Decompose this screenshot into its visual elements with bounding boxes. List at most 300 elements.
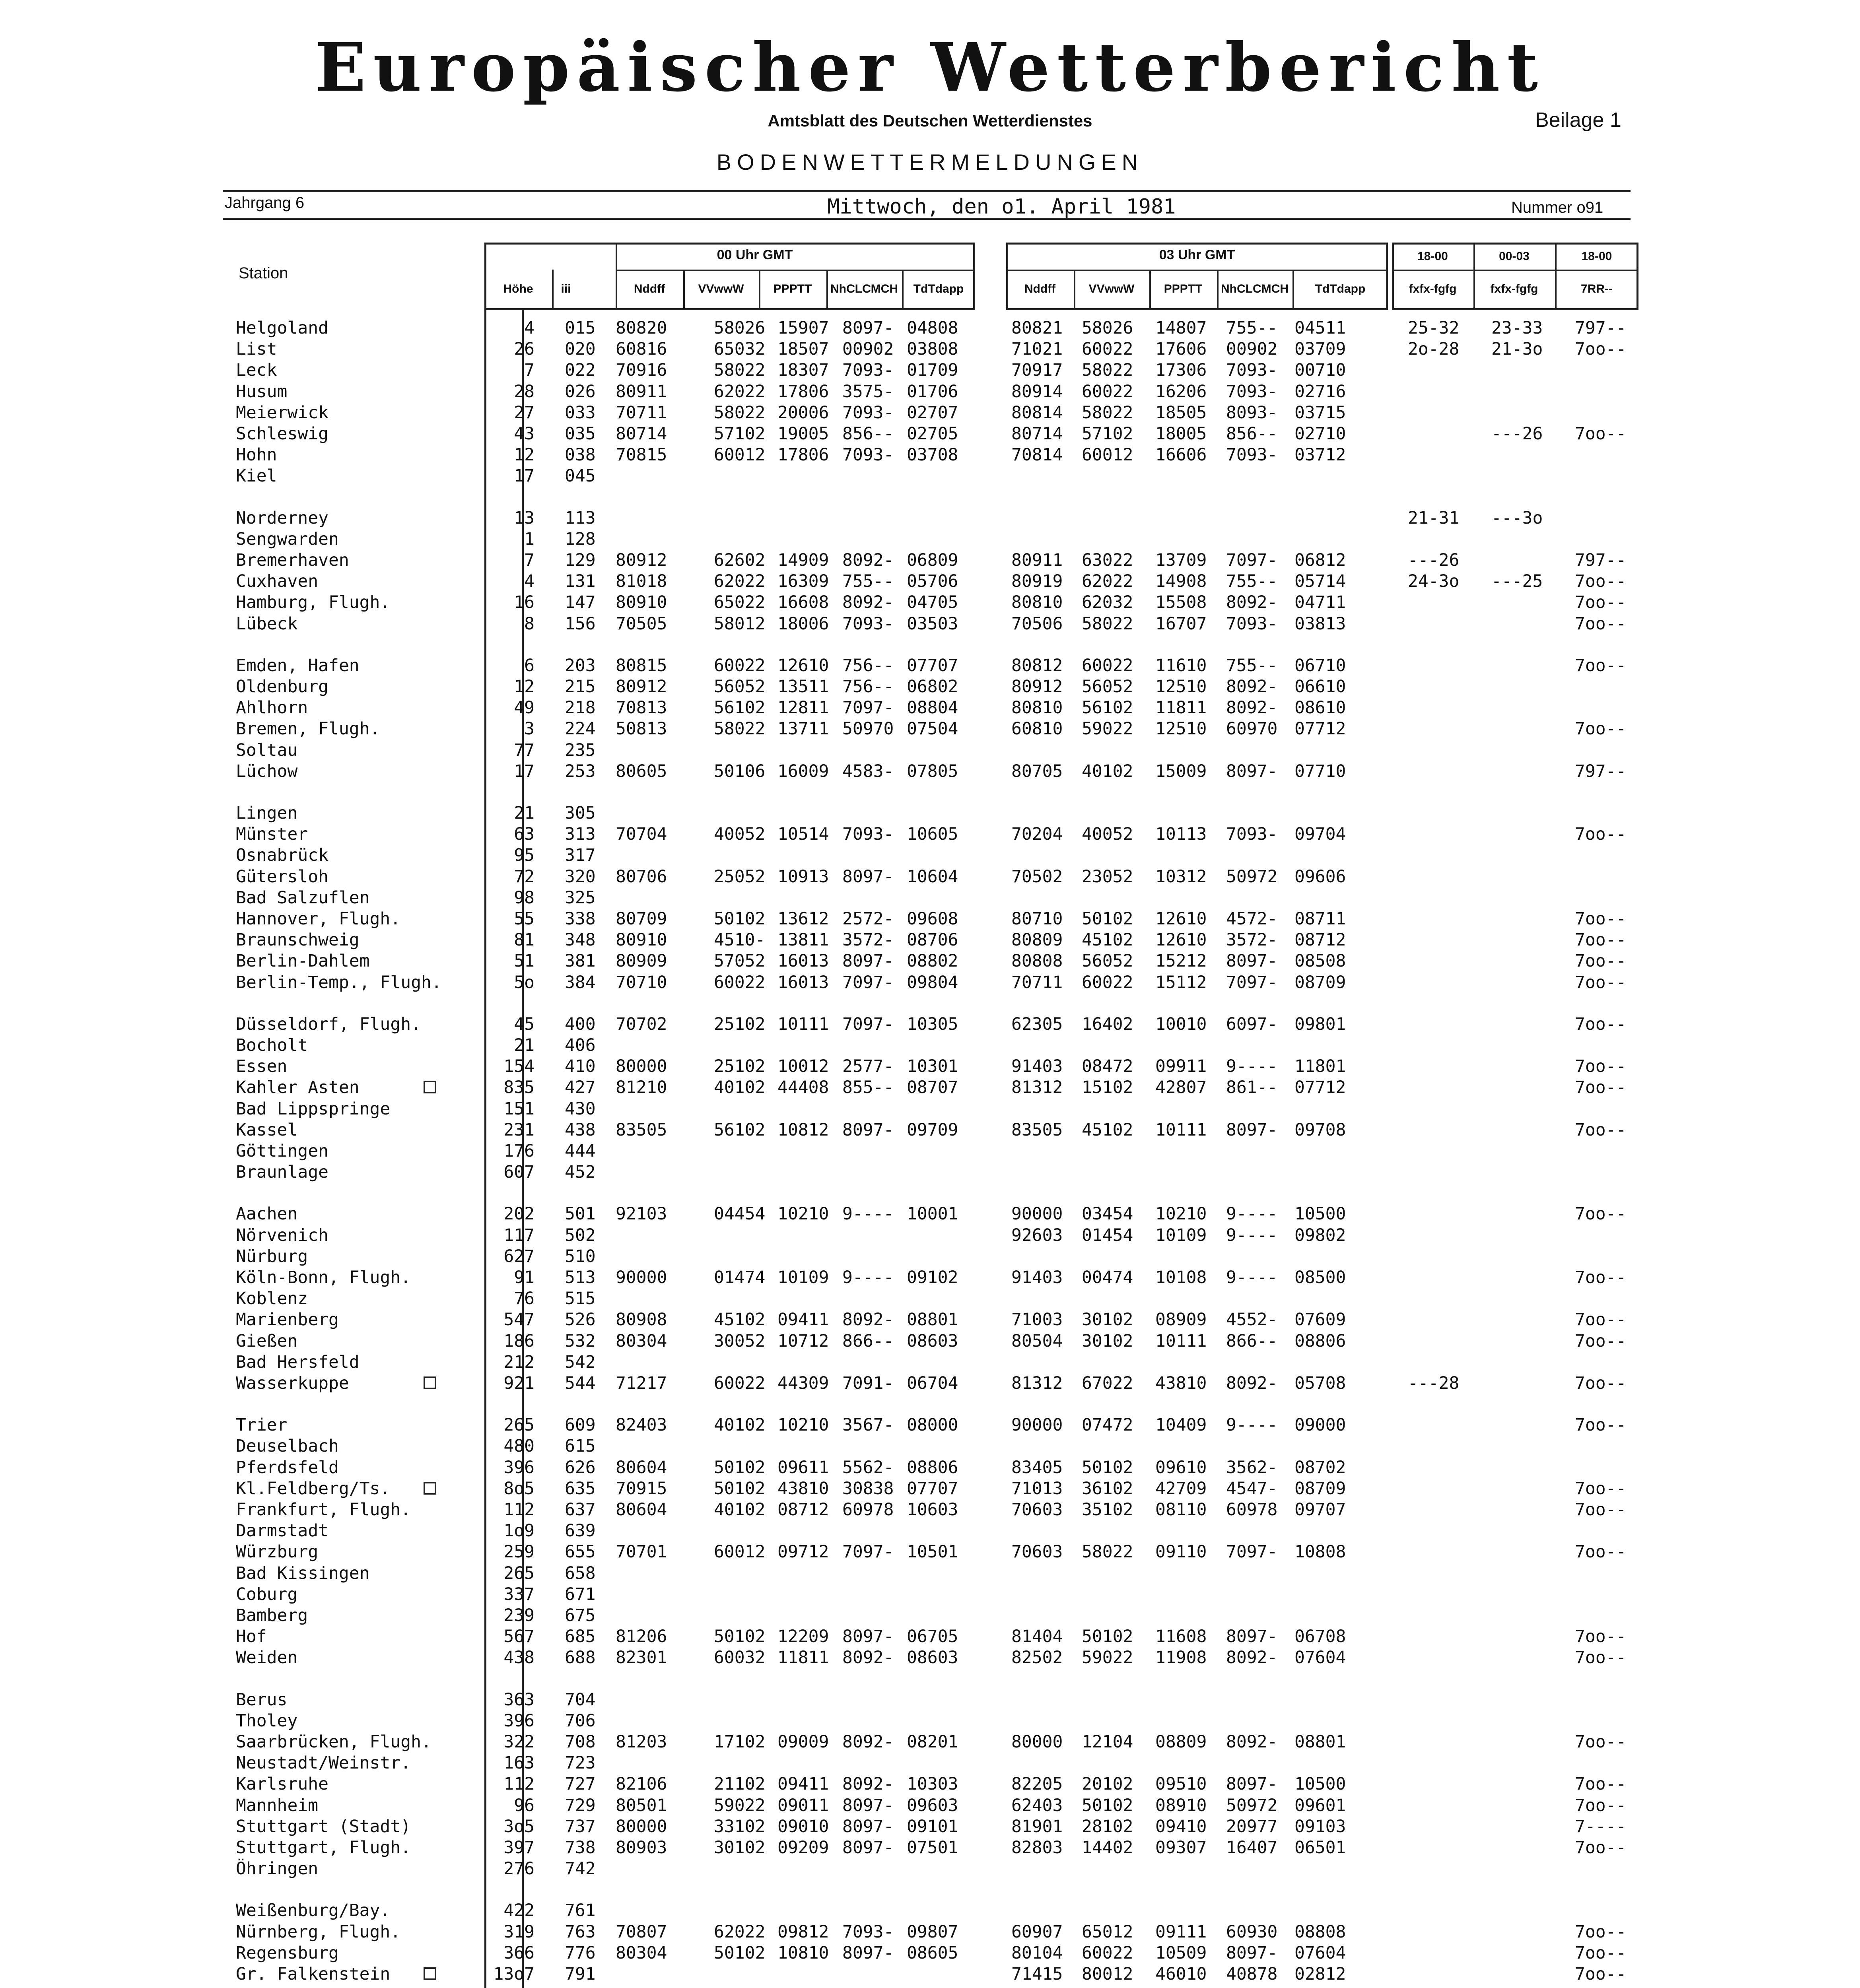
obs-03-group: 09704: [1294, 824, 1346, 844]
obs-00-group: 80903: [616, 1838, 667, 1858]
station-height: 547: [503, 1310, 534, 1330]
station-index: 156: [565, 614, 596, 634]
obs-03-group: 70603: [1011, 1500, 1063, 1520]
obs-00-group: 80304: [616, 1331, 667, 1351]
obs-00-group: 60022: [714, 973, 766, 992]
obs-03-group: 70502: [1011, 867, 1063, 887]
station-name: Bad Salzuflen: [236, 888, 370, 908]
obs-03-group: 71013: [1011, 1479, 1063, 1499]
station-name: Lüchow: [236, 761, 298, 781]
obs-00-group: 9----: [842, 1268, 894, 1287]
obs-03-group: 36102: [1082, 1479, 1133, 1499]
station-index: 671: [565, 1584, 596, 1604]
obs-00-group: 60022: [714, 1373, 766, 1393]
station-index: 706: [565, 1711, 596, 1731]
station-height: 322: [503, 1732, 534, 1752]
extra-value: 7oo--: [1575, 1648, 1627, 1668]
station-height: 366: [503, 1943, 534, 1963]
obs-03-group: 56052: [1082, 951, 1133, 971]
obs-03-group: 15102: [1082, 1077, 1133, 1097]
obs-00-group: 8092-: [842, 1732, 894, 1752]
extra-value: 7oo--: [1575, 909, 1627, 929]
station-name: Regensburg: [236, 1943, 339, 1963]
obs-00-group: 08802: [907, 951, 958, 971]
station-height: 186: [503, 1331, 534, 1351]
extra-value: 25-32: [1408, 318, 1460, 338]
obs-00-group: 10603: [907, 1500, 958, 1520]
station-name: Düsseldorf, Flugh.: [236, 1014, 421, 1034]
obs-00-group: 80706: [616, 867, 667, 887]
obs-00-group: 80815: [616, 656, 667, 676]
obs-00-group: 80304: [616, 1943, 667, 1963]
obs-03-group: 70814: [1011, 445, 1063, 465]
obs-03-group: 83505: [1011, 1120, 1063, 1140]
extra-value: 7oo--: [1575, 1500, 1627, 1520]
obs-03-group: 06710: [1294, 656, 1346, 676]
obs-03-group: 70204: [1011, 824, 1063, 844]
obs-03-group: 08702: [1294, 1458, 1346, 1477]
obs-00-group: 70807: [616, 1922, 667, 1942]
station-index: 128: [565, 529, 596, 549]
station-name: Essen: [236, 1056, 288, 1076]
obs-00-group: 10501: [907, 1542, 958, 1562]
extra-value: 7oo--: [1575, 1479, 1627, 1499]
obs-03-group: 8092-: [1226, 1648, 1278, 1668]
obs-00-group: 03808: [907, 339, 958, 359]
obs-00-group: 65022: [714, 592, 766, 612]
station-index: 338: [565, 909, 596, 929]
obs-03-group: 60930: [1226, 1922, 1278, 1942]
obs-03-group: 11908: [1155, 1648, 1207, 1668]
extra-value: ---26: [1408, 550, 1460, 570]
obs-03-group: 06708: [1294, 1627, 1346, 1646]
extra-value: 7oo--: [1575, 1922, 1627, 1942]
station-name: Emden, Hafen: [236, 656, 360, 676]
station-index: 791: [565, 1964, 596, 1984]
obs-03-group: 17606: [1155, 339, 1207, 359]
obs-03-group: 8092-: [1226, 1732, 1278, 1752]
obs-00-group: 58022: [714, 360, 766, 380]
obs-00-group: 13511: [777, 677, 829, 697]
extra-value: 21-31: [1408, 508, 1460, 528]
station-name: Meierwick: [236, 403, 328, 423]
clouds-header-00: NhCLCMCH: [830, 282, 898, 295]
obs-00-group: 62022: [714, 1922, 766, 1942]
obs-00-group: 5562-: [842, 1458, 894, 1477]
obs-00-group: 82403: [616, 1415, 667, 1435]
obs-00-group: 8097-: [842, 318, 894, 338]
station-index: 502: [565, 1225, 596, 1245]
obs-03-group: 07472: [1082, 1415, 1133, 1435]
station-name: Osnabrück: [236, 845, 328, 865]
open-square-icon: [424, 1967, 436, 1980]
obs-03-group: 09110: [1155, 1542, 1207, 1562]
obs-00-group: 09712: [777, 1542, 829, 1562]
station-name: Ahlhorn: [236, 698, 308, 718]
obs-03-group: 91403: [1011, 1056, 1063, 1076]
obs-00-group: 08712: [777, 1500, 829, 1520]
obs-00-group: 07501: [907, 1838, 958, 1858]
station-height: 8o5: [503, 1479, 534, 1499]
obs-03-group: 10312: [1155, 867, 1207, 887]
extra-value: 7oo--: [1575, 973, 1627, 992]
obs-03-group: 62022: [1082, 571, 1133, 591]
station-height: 259: [503, 1542, 534, 1562]
obs-00-group: 43810: [777, 1479, 829, 1499]
obs-03-group: 10113: [1155, 824, 1207, 844]
obs-00-group: 10012: [777, 1056, 829, 1076]
obs-00-group: 8097-: [842, 867, 894, 887]
station-height: 480: [503, 1436, 534, 1456]
obs-03-group: 45102: [1082, 930, 1133, 950]
station-index: 626: [565, 1458, 596, 1477]
obs-03-group: 65012: [1082, 1922, 1133, 1942]
obs-00-group: 82106: [616, 1774, 667, 1794]
obs-03-group: 58022: [1082, 1542, 1133, 1562]
obs-00-group: 40102: [714, 1415, 766, 1435]
station-height: 16: [514, 592, 534, 612]
obs-00-group: 19005: [777, 424, 829, 444]
station-height: 21: [514, 1035, 534, 1055]
obs-00-group: 40102: [714, 1500, 766, 1520]
extra2-header: 00-03: [1499, 250, 1530, 263]
obs-03-group: 8097-: [1226, 951, 1278, 971]
obs-00-group: 00902: [842, 339, 894, 359]
extra-value: 7oo--: [1575, 1838, 1627, 1858]
obs-00-group: 7093-: [842, 1922, 894, 1942]
obs-03-group: 11811: [1155, 698, 1207, 718]
obs-03-group: 03709: [1294, 339, 1346, 359]
obs-00-group: 57052: [714, 951, 766, 971]
obs-00-group: 80604: [616, 1500, 667, 1520]
obs-00-group: 81018: [616, 571, 667, 591]
station-height: 438: [503, 1648, 534, 1668]
station-name: Helgoland: [236, 318, 328, 338]
station-height: 27: [514, 403, 534, 423]
station-index: 203: [565, 656, 596, 676]
obs-00-group: 09010: [777, 1817, 829, 1837]
obs-03-group: 82502: [1011, 1648, 1063, 1668]
obs-03-group: 3572-: [1226, 930, 1278, 950]
obs-00-group: 18006: [777, 614, 829, 634]
station-name: Deuselbach: [236, 1436, 339, 1456]
obs-03-group: 8092-: [1226, 592, 1278, 612]
clouds-header-03: NhCLCMCH: [1221, 282, 1289, 295]
obs-03-group: 80814: [1011, 403, 1063, 423]
extra-value: ---25: [1491, 571, 1543, 591]
obs-00-group: 33102: [714, 1817, 766, 1837]
obs-03-group: 9----: [1226, 1056, 1278, 1076]
obs-03-group: 80810: [1011, 592, 1063, 612]
station-index: 532: [565, 1331, 596, 1351]
obs-00-group: 10712: [777, 1331, 829, 1351]
station-index: 147: [565, 592, 596, 612]
obs-03-group: 02710: [1294, 424, 1346, 444]
obs-00-group: 07504: [907, 719, 958, 739]
obs-00-group: 8092-: [842, 1648, 894, 1668]
obs-00-group: 09603: [907, 1796, 958, 1815]
obs-03-group: 42709: [1155, 1479, 1207, 1499]
obs-03-group: 60970: [1226, 719, 1278, 739]
station-index: 515: [565, 1289, 596, 1309]
station-index: 305: [565, 803, 596, 823]
obs-00-group: 58026: [714, 318, 766, 338]
station-name: Kahler Asten: [236, 1077, 360, 1097]
obs-03-group: 8092-: [1226, 1373, 1278, 1393]
station-name: Saarbrücken, Flugh.: [236, 1732, 431, 1752]
obs-00-group: 16013: [777, 951, 829, 971]
obs-03-group: 08709: [1294, 1479, 1346, 1499]
obs-03-group: 10111: [1155, 1120, 1207, 1140]
obs-00-group: 8097-: [842, 1943, 894, 1963]
obs-00-group: 80820: [616, 318, 667, 338]
station-index: 704: [565, 1690, 596, 1710]
extra-value: ---26: [1491, 424, 1543, 444]
station-index: 544: [565, 1373, 596, 1393]
obs-03-group: 8097-: [1226, 1627, 1278, 1646]
station-height: 176: [503, 1141, 534, 1161]
obs-03-group: 56052: [1082, 677, 1133, 697]
station-name: Oldenburg: [236, 677, 328, 697]
station-index: 438: [565, 1120, 596, 1140]
obs-03-group: 09911: [1155, 1056, 1207, 1076]
obs-00-group: 50102: [714, 909, 766, 929]
obs-03-group: 00474: [1082, 1268, 1133, 1287]
obs-03-group: 58026: [1082, 318, 1133, 338]
obs-00-group: 856--: [842, 424, 894, 444]
station-index: 742: [565, 1859, 596, 1879]
station-height: 98: [514, 888, 534, 908]
station-index: 444: [565, 1141, 596, 1161]
obs-03-group: 70711: [1011, 973, 1063, 992]
station-name: Bad Kissingen: [236, 1563, 370, 1583]
section-title: BODENWETTERMELDUNGEN: [716, 149, 1144, 175]
station-name: Berus: [236, 1690, 288, 1710]
obs-03-group: 9----: [1226, 1268, 1278, 1287]
ppptt-header-03: PPPTT: [1164, 282, 1203, 295]
extra1-header: 18-00: [1417, 250, 1448, 263]
obs-00-group: 16013: [777, 973, 829, 992]
obs-03-group: 20977: [1226, 1817, 1278, 1837]
obs-00-group: 10305: [907, 1014, 958, 1034]
station-index: 615: [565, 1436, 596, 1456]
obs-00-group: 13612: [777, 909, 829, 929]
station-name: Frankfurt, Flugh.: [236, 1500, 411, 1520]
obs-03-group: 08472: [1082, 1056, 1133, 1076]
page-title: Europäischer Wetterbericht: [315, 28, 1545, 107]
station-name: Würzburg: [236, 1542, 319, 1562]
station-name: Mannheim: [236, 1796, 319, 1815]
obs-03-group: 50102: [1082, 1796, 1133, 1815]
obs-00-group: 50106: [714, 761, 766, 781]
obs-03-group: 60022: [1082, 973, 1133, 992]
station-height: 607: [503, 1162, 534, 1182]
station-name: Karlsruhe: [236, 1774, 328, 1794]
station-height: 112: [503, 1500, 534, 1520]
obs-00-group: 3575-: [842, 382, 894, 402]
obs-03-group: 16407: [1226, 1838, 1278, 1858]
extra-value: 7oo--: [1575, 339, 1627, 359]
obs-00-group: 44309: [777, 1373, 829, 1393]
obs-03-group: 71415: [1011, 1964, 1063, 1984]
obs-03-group: 15009: [1155, 761, 1207, 781]
obs-03-group: 67022: [1082, 1373, 1133, 1393]
obs-03-group: 08508: [1294, 951, 1346, 971]
obs-00-group: 2577-: [842, 1056, 894, 1076]
obs-00-group: 01706: [907, 382, 958, 402]
obs-00-group: 80910: [616, 930, 667, 950]
obs-03-group: 60012: [1082, 445, 1133, 465]
obs-00-group: 7091-: [842, 1373, 894, 1393]
obs-03-group: 16402: [1082, 1014, 1133, 1034]
obs-00-group: 10604: [907, 867, 958, 887]
obs-00-group: 50102: [714, 1479, 766, 1499]
obs-00-group: 7093-: [842, 445, 894, 465]
station-height: 3o5: [503, 1817, 534, 1837]
station-height: 422: [503, 1901, 534, 1920]
obs-00-group: 8097-: [842, 1796, 894, 1815]
station-height: 567: [503, 1627, 534, 1646]
station-height: 1o9: [503, 1521, 534, 1541]
obs-03-group: 12610: [1155, 909, 1207, 929]
station-index: 035: [565, 424, 596, 444]
obs-00-group: 02707: [907, 403, 958, 423]
extra-value: 7oo--: [1575, 1542, 1627, 1562]
extra-value: 7oo--: [1575, 824, 1627, 844]
obs-00-group: 57102: [714, 424, 766, 444]
obs-03-group: 17306: [1155, 360, 1207, 380]
obs-03-group: 12510: [1155, 677, 1207, 697]
obs-00-group: 70711: [616, 403, 667, 423]
obs-03-group: 12510: [1155, 719, 1207, 739]
obs-00-group: 10109: [777, 1268, 829, 1287]
obs-03-group: 4552-: [1226, 1310, 1278, 1330]
obs-03-group: 60022: [1082, 382, 1133, 402]
obs-03-group: 15112: [1155, 973, 1207, 992]
station-index: 129: [565, 550, 596, 570]
obs-00-group: 08707: [907, 1077, 958, 1097]
obs-03-group: 4572-: [1226, 909, 1278, 929]
station-index: 348: [565, 930, 596, 950]
obs-00-group: 07805: [907, 761, 958, 781]
station-index: 501: [565, 1204, 596, 1224]
extra-value: 7oo--: [1575, 1204, 1627, 1224]
station-name: Hamburg, Flugh.: [236, 592, 391, 612]
station-name: Aachen: [236, 1204, 298, 1224]
obs-03-group: 62305: [1011, 1014, 1063, 1034]
obs-00-group: 30102: [714, 1838, 766, 1858]
obs-03-group: 8092-: [1226, 698, 1278, 718]
obs-03-group: 16206: [1155, 382, 1207, 402]
station-name: Weißenburg/Bay.: [236, 1901, 391, 1920]
obs-00-group: 08603: [907, 1648, 958, 1668]
obs-00-group: 10812: [777, 1120, 829, 1140]
obs-03-group: 35102: [1082, 1500, 1133, 1520]
station-name: Stuttgart (Stadt): [236, 1817, 411, 1837]
station-header: Station: [239, 264, 288, 282]
obs-03-group: 9----: [1226, 1415, 1278, 1435]
obs-03-group: 80000: [1011, 1732, 1063, 1752]
obs-00-group: 56052: [714, 677, 766, 697]
obs-00-group: 756--: [842, 656, 894, 676]
obs-03-group: 42807: [1155, 1077, 1207, 1097]
obs-03-group: 08809: [1155, 1732, 1207, 1752]
group-03-header: 03 Uhr GMT: [1159, 247, 1235, 262]
obs-03-group: 15212: [1155, 951, 1207, 971]
obs-03-group: 866--: [1226, 1331, 1278, 1351]
obs-03-group: 755--: [1226, 571, 1278, 591]
station-height: 151: [503, 1099, 534, 1119]
obs-00-group: 9----: [842, 1204, 894, 1224]
obs-00-group: 866--: [842, 1331, 894, 1351]
station-height: 921: [503, 1373, 534, 1393]
obs-03-group: 58022: [1082, 360, 1133, 380]
obs-03-group: 8097-: [1226, 761, 1278, 781]
obs-03-group: 03454: [1082, 1204, 1133, 1224]
obs-03-group: 04511: [1294, 318, 1346, 338]
obs-00-group: 56102: [714, 1120, 766, 1140]
obs-03-group: 10500: [1294, 1774, 1346, 1794]
obs-03-group: 40102: [1082, 761, 1133, 781]
obs-03-group: 3562-: [1226, 1458, 1278, 1477]
station-height: 117: [503, 1225, 534, 1245]
extra-value: 7oo--: [1575, 656, 1627, 676]
obs-00-group: 7097-: [842, 973, 894, 992]
station-height: 91: [514, 1268, 534, 1287]
obs-03-group: 12104: [1082, 1732, 1133, 1752]
obs-03-group: 14807: [1155, 318, 1207, 338]
station-name: Soltau: [236, 740, 298, 760]
extra-value: 7oo--: [1575, 1310, 1627, 1330]
obs-00-group: 83505: [616, 1120, 667, 1140]
extra-value: 7oo--: [1575, 719, 1627, 739]
obs-03-group: 81312: [1011, 1077, 1063, 1097]
obs-03-group: 90000: [1011, 1415, 1063, 1435]
obs-03-group: 7093-: [1226, 360, 1278, 380]
obs-00-group: 10810: [777, 1943, 829, 1963]
obs-03-group: 28102: [1082, 1817, 1133, 1837]
subtitle: Amtsblatt des Deutschen Wetterdienstes: [768, 111, 1092, 130]
station-name: Öhringen: [236, 1859, 319, 1879]
station-height: 8: [524, 614, 534, 634]
station-height: 26: [514, 339, 534, 359]
obs-03-group: 08712: [1294, 930, 1346, 950]
obs-03-group: 8093-: [1226, 403, 1278, 423]
station-index: 215: [565, 677, 596, 697]
station-name: Köln-Bonn, Flugh.: [236, 1268, 411, 1287]
obs-03-group: 60022: [1082, 339, 1133, 359]
obs-03-group: 9----: [1226, 1204, 1278, 1224]
station-index: 430: [565, 1099, 596, 1119]
obs-00-group: 65032: [714, 339, 766, 359]
obs-00-group: 40102: [714, 1077, 766, 1097]
station-index: 737: [565, 1817, 596, 1837]
obs-03-group: 80710: [1011, 909, 1063, 929]
obs-03-group: 09801: [1294, 1014, 1346, 1034]
obs-03-group: 11608: [1155, 1627, 1207, 1646]
obs-03-group: 08110: [1155, 1500, 1207, 1520]
station-height: 76: [514, 1289, 534, 1309]
obs-03-group: 9----: [1226, 1225, 1278, 1245]
obs-00-group: 60012: [714, 1542, 766, 1562]
obs-00-group: 30052: [714, 1331, 766, 1351]
obs-03-group: 11610: [1155, 656, 1207, 676]
obs-03-group: 80012: [1082, 1964, 1133, 1984]
station-index: 320: [565, 867, 596, 887]
obs-00-group: 09101: [907, 1817, 958, 1837]
obs-00-group: 09608: [907, 909, 958, 929]
obs-03-group: 09103: [1294, 1817, 1346, 1837]
